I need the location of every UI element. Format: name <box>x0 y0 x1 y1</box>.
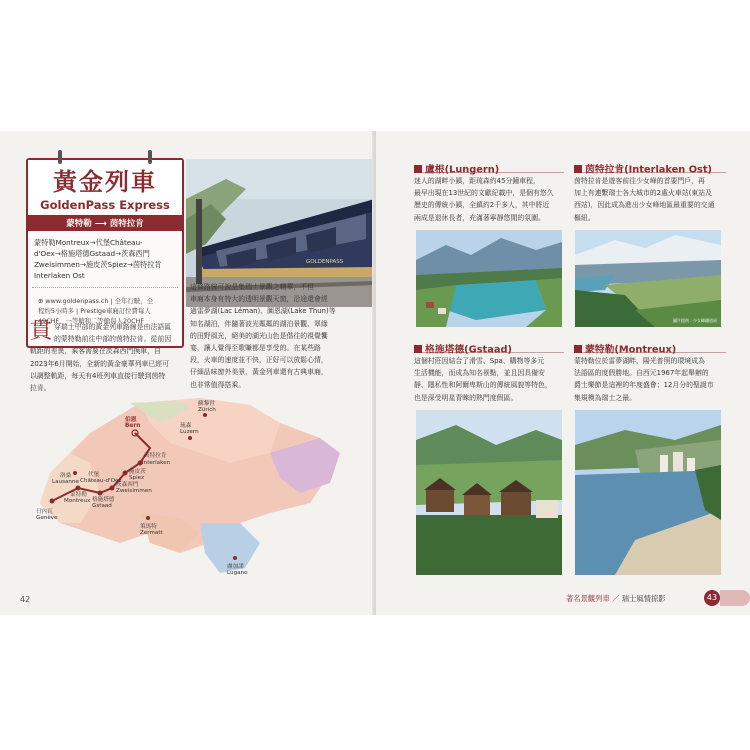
svg-text:洛桑: 洛桑 <box>60 473 72 479</box>
map-marker-spiez <box>123 471 128 476</box>
svg-text:蒙特勒: 蒙特勒 <box>70 492 87 498</box>
svg-text:盧加諾: 盧加諾 <box>227 564 244 570</box>
left-page <box>0 131 374 615</box>
svg-text:伯恩: 伯恩 <box>125 417 137 423</box>
svg-text:Bern: Bern <box>125 423 141 429</box>
svg-text:Luzern: Luzern <box>180 429 199 435</box>
book-spread <box>0 131 750 615</box>
switzerland-map <box>30 393 342 591</box>
section-marker-icon <box>414 345 422 353</box>
page-title: 黃金列車 <box>53 167 157 196</box>
lungern-photo <box>416 230 562 327</box>
svg-text:Interlaken: Interlaken <box>142 460 171 466</box>
description-paragraph-left: 貫 穿瑞士中部的黃金列車路線是由法語區 的蒙特勒前往中部的茵特拉肯。從前因 軌距的差異，乘客需要在茨森西門換車，自 2023年6月開始，全新的黃金豪華列車已經可 以調整軌距，每天有4班列車直接行駛到茵特 拉肯。 <box>30 319 172 393</box>
svg-text:Zermatt: Zermatt <box>140 530 163 536</box>
svg-text:Lausanne: Lausanne <box>52 479 79 485</box>
svg-text:蘇黎世: 蘇黎世 <box>198 401 215 407</box>
route-label: 蒙特勒 ⟶ 茵特拉肯 <box>28 215 182 231</box>
map-marker-lausanne <box>73 471 77 475</box>
map-marker-montreux <box>76 486 81 491</box>
svg-text:代堡: 代堡 <box>88 472 100 478</box>
svg-text:Château-d'Oex: Château-d'Oex <box>80 478 122 484</box>
map-marker-lucerne <box>188 436 192 440</box>
svg-text:Montreux: Montreux <box>64 498 91 504</box>
section-marker-icon <box>574 345 582 353</box>
gstaad-photo <box>416 410 562 575</box>
section-text-lungern: 迷人的湖畔小鎮，距琉森約45分鐘車程， 最早出現在13世紀的文獻紀載中，是個有悠久 歷史的傳統小鎮，全鎮約2千多人，其中將近 兩成是退休長者，充滿著寧靜悠閒的氛圍。 <box>414 177 554 222</box>
photo-credit: 圖片提供：少女峰鐵道局 <box>673 318 717 323</box>
svg-text:日內瓦: 日內瓦 <box>36 509 53 515</box>
section-header-lungern: 盧根(Lungern) <box>414 158 564 173</box>
globe-icon: ⊕ <box>38 297 46 305</box>
svg-text:茨森西門: 茨森西門 <box>116 482 139 488</box>
map-marker-geneva <box>50 499 55 504</box>
map-marker-zermatt <box>146 516 150 520</box>
montreux-photo <box>575 410 721 575</box>
section-marker-icon <box>414 165 422 173</box>
section-header-interlaken: 茵特拉肯(Interlaken Ost) <box>574 158 726 173</box>
page-tab-accent <box>720 590 750 606</box>
drop-cap: 貫 <box>30 319 53 344</box>
section-text-gstaad: 這個村莊因結合了滑雪、Spa、購物等多元 生活機能，而成為知名景點，並且因具備安 靜、隱私性和阿爾卑斯山的傳統風貌等特色， 也是深受明星青睞的熱門度假區。 <box>414 357 552 402</box>
svg-text:Lugano: Lugano <box>227 570 248 576</box>
map-marker-gstaad <box>98 491 103 496</box>
footer-section-label: 著名景觀列車 ／ 瑞士風情掠影 <box>566 594 666 603</box>
page-subtitle: GoldenPass Express <box>40 198 170 212</box>
description-paragraph-right: 這條路線可說是集瑞士景觀之精華，不但 車廂本身有特大的透明景觀天窗，沿途還會經 過雷夢湖(Lac Léman)、圖恩湖(Lake Thun)等 知名湖泊，伴隨著波光粼粼的湖泊景觀、翠綠 的田野風光，絕美的湖光山色是偕往的視覺饗 宴，讓人覺得至歌賺都是享受的。在某些路 段，火車的速度並不快，正好可以放鬆心情， 仔細品味窗外美景，黃金列車還有古典車廂， 也非常值得搭乘。 <box>190 283 336 389</box>
svg-text:Spiez: Spiez <box>129 475 145 481</box>
svg-text:Zweisimmen: Zweisimmen <box>116 488 152 494</box>
svg-text:琉森: 琉森 <box>180 423 192 429</box>
map-marker-zurich <box>203 413 207 417</box>
section-header-montreux: 蒙特勒(Montreux) <box>574 338 726 353</box>
svg-text:Genève: Genève <box>36 515 58 521</box>
page-number-right: 43 <box>704 590 720 606</box>
right-page <box>376 131 750 615</box>
section-text-montreux: 蒙特勒位於雷夢湖畔，陽光普照的環境成為 法語區的度假勝地。自西元1967年起舉辦的 爵士樂節是這裡的年度盛會；12月分的聖誕市 集規模為瑞士之最。 <box>574 357 714 402</box>
svg-text:策馬特: 策馬特 <box>140 524 157 530</box>
train-logo-text: GOLDENPASS <box>306 259 344 265</box>
binder-ring <box>148 150 152 164</box>
svg-text:Zürich: Zürich <box>198 407 216 413</box>
map-marker-lugano <box>233 556 237 560</box>
binder-ring <box>58 150 62 164</box>
route-description: 蒙特勒Montreux→代堡Château- d'Oex→格施塔德Gstaad→茨森西門 Zweisimmen→施皮茨Spiez→茵特拉肯 Interlaken Ost <box>34 238 162 280</box>
svg-text:茵特拉肯: 茵特拉肯 <box>144 453 167 459</box>
section-text-interlaken: 茵特拉肯是遊客前往少女峰的首要門戶，再 加上有連繫瑞士各大城市的2處火車站(東站及 西站)，因此成為進出少女峰地區最重要的交通 樞紐。 <box>574 177 715 222</box>
map-marker-zweisimmen <box>110 486 115 491</box>
booking-info: ⊕ www.goldenpass.ch | 全年行駛，全 程約5小時多 | Prestige車廂訂位費每人 49CHF，一等艙和二等艙每人20CHF <box>32 287 178 326</box>
section-marker-icon <box>574 165 582 173</box>
section-header-gstaad: 格施塔德(Gstaad) <box>414 338 564 353</box>
svg-text:施皮茨: 施皮茨 <box>129 469 146 475</box>
interlaken-photo <box>575 230 721 327</box>
page-number-left: 42 <box>20 595 31 604</box>
svg-text:Gstaad: Gstaad <box>92 503 112 509</box>
svg-text:格施塔德: 格施塔德 <box>92 497 115 503</box>
